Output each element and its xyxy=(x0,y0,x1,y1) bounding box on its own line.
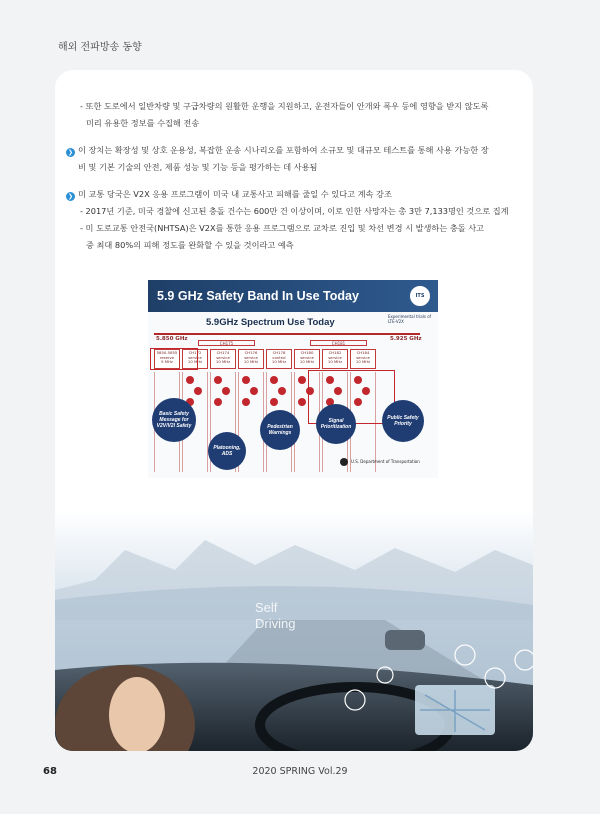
highlight-box xyxy=(150,348,198,370)
application-dot xyxy=(250,387,258,395)
body-line: - 2017년 기준, 미국 경찰에 신고된 충돌 건수는 600만 건 이상이며, 이로 인한 사망자는 총 3만 7,133명인 것으로 집계 xyxy=(80,206,509,216)
bullet-text: 미 교통 당국은 V2X 응용 프로그램이 미국 내 교통사고 피해를 줄일 수 있다고 계속 강조 xyxy=(78,189,392,199)
channel-label: 5850-5855 xyxy=(156,350,178,355)
channel-label: 10 MHz xyxy=(327,359,343,365)
overlay-text-driving: Driving xyxy=(255,616,296,631)
channel-label: 10 MHz xyxy=(215,359,231,365)
channel-label: 10 MHz xyxy=(299,359,315,365)
channel-box xyxy=(238,349,264,369)
body-text xyxy=(66,98,526,254)
experimental-label: Experimental trials of LTE-V2X xyxy=(388,314,432,324)
dot-seal-icon xyxy=(340,458,348,466)
chevron-right-icon: ❯ xyxy=(67,193,74,200)
its-logo: ITS xyxy=(408,284,432,308)
bsm-bubble: Basic Safety Message for V2V/V2I Safety xyxy=(152,398,196,442)
channel-group-181: CH181 xyxy=(310,340,367,346)
channel-label: 10 MHz xyxy=(187,359,203,365)
platooning-bubble: Platooning, ADS xyxy=(208,432,246,470)
application-dot xyxy=(298,376,306,384)
pedestrian-bubble: Pedestrian Warnings xyxy=(260,410,300,450)
bullet-item xyxy=(66,142,526,159)
freq-left-label: 5.850 GHz xyxy=(156,336,188,342)
body-line: - 미 도로교통 안전국(NHTSA)은 V2X를 통한 응용 프로그램으로 교차로 진입 및 차선 변경 시 발생하는 충돌 사고 xyxy=(80,223,485,233)
public-safety-bubble: Public Safety Priority xyxy=(382,400,424,442)
body-line: 비 및 기본 기술의 안전, 제품 성능 및 기능 등을 평가하는 데 사용됨 xyxy=(78,162,318,172)
spectrum-title: 5.9GHz Spectrum Use Today xyxy=(206,317,335,328)
channel-label: 10 MHz xyxy=(243,359,259,365)
dot-label: U.S. Department of Transportation xyxy=(351,459,420,464)
channel-label: CH184 xyxy=(356,350,370,355)
channel-label: 10 MHz xyxy=(271,359,287,365)
channel-label: service xyxy=(244,354,258,360)
application-dot xyxy=(194,387,202,395)
figure-title: 5.9 GHz Safety Band In Use Today xyxy=(148,280,438,312)
freq-right-label: 5.925 GHz xyxy=(390,336,422,342)
channel-label: CH182 xyxy=(328,350,342,355)
channel-label: service xyxy=(300,354,314,360)
application-dot xyxy=(222,387,230,395)
application-dot xyxy=(242,376,250,384)
body-line: 미리 유용한 정보를 수집해 전송 xyxy=(86,118,200,128)
channel-label: service xyxy=(328,354,342,360)
channel-box xyxy=(294,349,320,369)
channel-label: 10 MHz xyxy=(355,359,371,365)
footer-title: 2020 SPRING Vol.29 xyxy=(252,766,348,777)
application-dot xyxy=(298,398,306,406)
content-card xyxy=(55,70,533,751)
channel-box xyxy=(322,349,348,369)
overlay-text-self: Self xyxy=(255,600,278,615)
section-label: 해외 전파방송 동향 xyxy=(58,42,142,53)
page-number: 68 xyxy=(43,766,57,777)
application-dot xyxy=(214,376,222,384)
body-line: 중 최대 80%의 피해 정도를 완화할 수 있을 것이라고 예측 xyxy=(86,240,294,250)
channel-label: CH180 xyxy=(300,350,314,355)
channel-label: CH176 xyxy=(244,350,258,355)
channel-label: CH174 xyxy=(216,350,230,355)
channel-label: 5 MHz xyxy=(161,359,173,365)
bullet-item xyxy=(66,186,526,203)
channel-box xyxy=(210,349,236,369)
channel-label: control xyxy=(272,354,286,360)
figure-body xyxy=(148,312,438,478)
channel-label: reserve xyxy=(159,354,175,360)
application-dot xyxy=(270,398,278,406)
channel-label: service xyxy=(356,354,370,360)
channel-group-175: CH175 xyxy=(198,340,255,346)
application-dot xyxy=(270,376,278,384)
channel-label: service xyxy=(188,354,202,360)
frequency-bar xyxy=(154,333,420,335)
spectrum-figure xyxy=(148,280,438,478)
chevron-right-icon: ❯ xyxy=(67,149,74,156)
application-dot xyxy=(242,398,250,406)
channel-label: CH178 xyxy=(272,350,286,355)
channel-label: service xyxy=(216,354,230,360)
application-dot xyxy=(214,398,222,406)
application-dot xyxy=(278,387,286,395)
channel-label: CH172 xyxy=(188,350,202,355)
body-line: - 또한 도로에서 일반차량 및 구급차량의 원활한 운행을 지원하고, 운전자들이 안개와 폭우 등에 영향을 받지 않도록 xyxy=(80,101,489,111)
channel-box xyxy=(350,349,376,369)
channel-box xyxy=(266,349,292,369)
self-driving-photo xyxy=(55,510,533,751)
bullet-text: 이 장치는 확장성 및 상호 운용성, 복잡한 운송 시나리오를 포함하여 소규모 및 대규모 테스트를 통해 사용 가능한 장 xyxy=(78,145,489,155)
signal-bubble: Signal Prioritization xyxy=(316,404,356,444)
application-dot xyxy=(186,376,194,384)
